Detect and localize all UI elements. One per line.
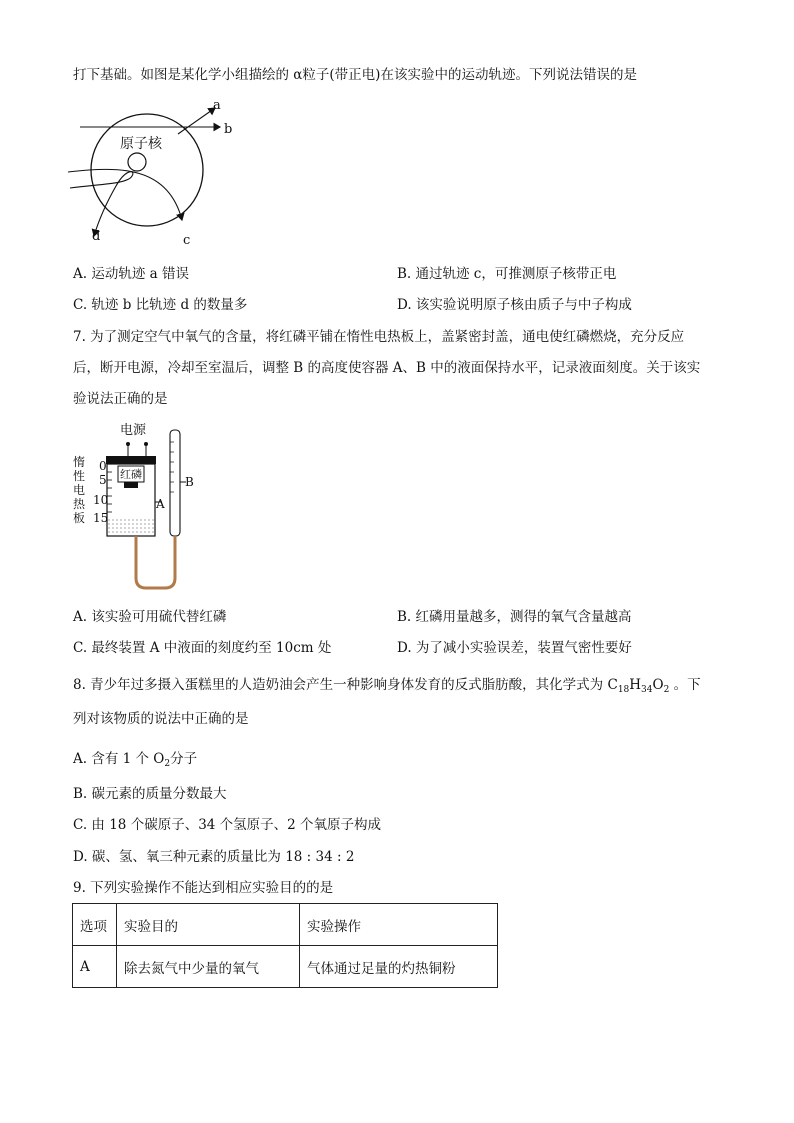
container-a-label: A: [156, 497, 165, 511]
label-c: c: [183, 233, 191, 248]
trajectory-a: [178, 108, 215, 134]
q6-stem: 打下基础。如图是某化学小组描绘的 α粒子(带正电)在该实验中的运动轨迹。下列说法错误的是: [73, 67, 637, 83]
trajectory-c: [68, 169, 182, 220]
svg-text:性: 性: [73, 469, 86, 483]
q7-option-a[interactable]: A. 该实验可用硫代替红磷: [73, 609, 227, 625]
q8-option-d[interactable]: D. 碳、氢、氧三种元素的质量比为 18 : 34 : 2: [73, 849, 355, 865]
nucleus-label: 原子核: [120, 136, 162, 152]
table-row: [73, 946, 498, 988]
q6-option-c[interactable]: C. 轨迹 b 比轨迹 d 的数量多: [73, 297, 248, 313]
container-b: [170, 430, 180, 536]
svg-text:惰: 惰: [73, 455, 86, 469]
phosphorus-label: 红磷: [120, 468, 142, 481]
cell-purpose: 除去氮气中少量的氧气: [117, 946, 300, 988]
q6-option-a[interactable]: A. 运动轨迹 a 错误: [73, 266, 189, 282]
svg-text:板: 板: [73, 511, 86, 525]
header-operation: 实验操作: [300, 904, 498, 946]
label-b: b: [224, 122, 233, 137]
trajectory-d: [70, 172, 133, 236]
q6-option-b[interactable]: B. 通过轨迹 c，可推测原子核带正电: [397, 266, 617, 282]
svg-text:5: 5: [99, 473, 107, 487]
q8-option-a[interactable]: A. 含有 1 个 $O_2$分子: [73, 751, 198, 769]
q8-option-b[interactable]: B. 碳元素的质量分数最大: [73, 786, 227, 802]
rutherford-scattering-figure: [60, 96, 250, 252]
sealed-lid: [106, 456, 156, 464]
q8-option-c[interactable]: C. 由 18 个碳原子、34 个氢原子、2 个氧原子构成: [73, 817, 382, 833]
container-b-label: B: [185, 475, 194, 489]
svg-text:10: 10: [93, 493, 109, 507]
svg-text:热: 热: [73, 497, 86, 511]
q8-stem-line-1: 8. 青少年过多摄入蛋糕里的人造奶油会产生一种影响身体发育的反式脂肪酸，其化学式为 $C_{18}H_{34}O_2$ 。下: [73, 677, 701, 695]
q8-stem-line-2: 列对该物质的说法中正确的是: [73, 711, 249, 727]
q9-table: [72, 903, 498, 988]
table-header-row: [73, 904, 498, 946]
cell-operation: 气体通过足量的灼热铜粉: [300, 946, 498, 988]
label-a: a: [213, 98, 221, 113]
q7-option-c[interactable]: C. 最终装置 A 中液面的刻度约至 10cm 处: [73, 640, 332, 656]
q7-stem-line-1: 7. 为了测定空气中氧气的含量，将红磷平铺在惰性电热板上，盖紧密封盖，通电使红磷燃烧，充分反应: [73, 329, 685, 345]
svg-text:电: 电: [73, 483, 86, 497]
oxygen-measurement-apparatus: [70, 418, 210, 592]
q7-option-d[interactable]: D. 为了减小实验误差，装置气密性要好: [397, 640, 632, 656]
label-d: d: [92, 229, 101, 244]
power-label: 电源: [120, 423, 147, 438]
q9-stem: 9. 下列实验操作不能达到相应实验目的的是: [73, 880, 334, 896]
q7-option-b[interactable]: B. 红磷用量越多，测得的氧气含量越高: [397, 609, 632, 625]
header-option: 选项: [73, 904, 117, 946]
rubber-tube: [136, 536, 175, 588]
chemical-formula: $C_{18}H_{34}O_2$: [607, 677, 670, 695]
q7-stem-line-2: 后，断开电源，冷却至室温后，调整 B 的高度使容器 A、B 中的液面保持水平，记录液面刻度。关于该实: [73, 360, 701, 376]
q6-option-d[interactable]: D. 该实验说明原子核由质子与中子构成: [397, 297, 632, 313]
svg-text:15: 15: [93, 511, 109, 525]
cell-option: A: [73, 946, 117, 988]
nucleus-circle: [128, 153, 146, 171]
svg-text:0: 0: [99, 459, 107, 473]
header-purpose: 实验目的: [117, 904, 300, 946]
q7-stem-line-3: 验说法正确的是: [73, 391, 168, 407]
